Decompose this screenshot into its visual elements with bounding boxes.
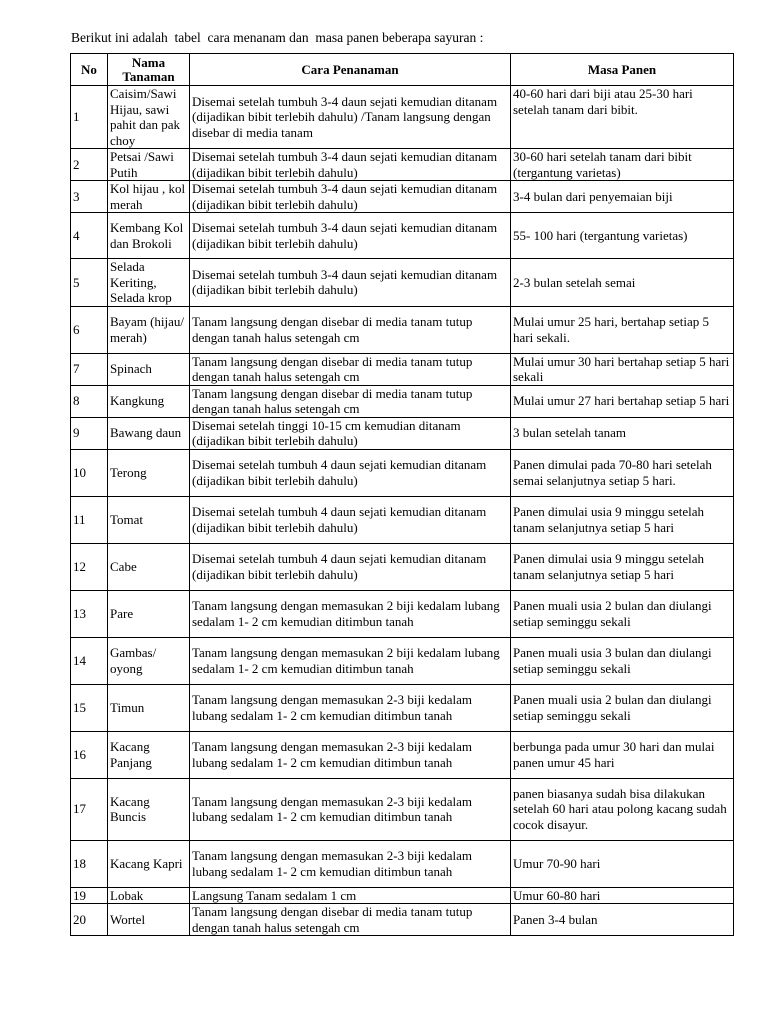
cell-cara: Disemai setelah tumbuh 3-4 daun sejati kemudian ditanam (dijadikan bibit terlebih dahulu) /Tanam langsung dengan disebar di media tanam [190,86,511,149]
table-row [71,149,734,181]
cell-nama: Cabe [108,543,190,590]
table-row [71,731,734,778]
cell-cara: Tanam langsung dengan memasukan 2 biji kedalam lubang sedalam 1- 2 cm kemudian ditimbun tanah [190,590,511,637]
table-row [71,543,734,590]
cell-masa: 3-4 bulan dari penyemaian biji [511,181,734,213]
cell-no: 20 [71,904,108,936]
table-row [71,306,734,353]
planting-table [70,53,734,936]
cell-cara: Tanam langsung dengan memasukan 2-3 biji kedalam lubang sedalam 1- 2 cm kemudian ditimbun tanah [190,731,511,778]
cell-no: 2 [71,149,108,181]
cell-no: 13 [71,590,108,637]
table-row [71,213,734,259]
cell-no: 15 [71,684,108,731]
cell-cara: Disemai setelah tumbuh 4 daun sejati kemudian ditanam (dijadikan bibit terlebih dahulu) [190,449,511,496]
cell-cara: Disemai setelah tumbuh 3-4 daun sejati kemudian ditanam (dijadikan bibit terlebih dahulu) [190,213,511,259]
cell-nama: Kacang Kapri [108,840,190,887]
table-row [71,259,734,307]
table-row [71,637,734,684]
cell-cara: Disemai setelah tumbuh 4 daun sejati kemudian ditanam (dijadikan bibit terlebih dahulu) [190,496,511,543]
cell-no: 18 [71,840,108,887]
cell-nama: Terong [108,449,190,496]
cell-cara: Tanam langsung dengan memasukan 2 biji kedalam lubang sedalam 1- 2 cm kemudian ditimbun tanah [190,637,511,684]
table-row [71,684,734,731]
cell-masa: berbunga pada umur 30 hari dan mulai panen umur 45 hari [511,731,734,778]
intro-text: Berikut ini adalah tabel cara menanam dan masa panen beberapa sayuran : [71,30,484,45]
cell-masa: Mulai umur 25 hari, bertahap setiap 5 hari sekali. [511,306,734,353]
cell-masa: Panen muali usia 2 bulan dan diulangi setiap seminggu sekali [511,590,734,637]
cell-nama: Kol hijau , kol merah [108,181,190,213]
cell-nama: Gambas/ oyong [108,637,190,684]
cell-cara: Disemai setelah tinggi 10-15 cm kemudian ditanam (dijadikan bibit terlebih dahulu) [190,417,511,449]
cell-cara: Tanam langsung dengan memasukan 2-3 biji kedalam lubang sedalam 1- 2 cm kemudian ditimbun tanah [190,778,511,840]
table-row [71,417,734,449]
cell-cara: Tanam langsung dengan disebar di media tanam tutup dengan tanah halus setengah cm [190,904,511,936]
cell-masa: Panen muali usia 2 bulan dan diulangi setiap seminggu sekali [511,684,734,731]
cell-masa: Mulai umur 30 hari bertahap setiap 5 hari sekali [511,353,734,385]
table-row [71,590,734,637]
cell-masa: 2-3 bulan setelah semai [511,259,734,307]
header-cara-penanaman: Cara Penanaman [190,54,511,86]
cell-cara: Tanam langsung dengan memasukan 2-3 biji kedalam lubang sedalam 1- 2 cm kemudian ditimbun tanah [190,684,511,731]
table-row [71,904,734,936]
cell-cara: Disemai setelah tumbuh 3-4 daun sejati kemudian ditanam (dijadikan bibit terlebih dahulu) [190,149,511,181]
cell-no: 17 [71,778,108,840]
cell-masa: 40-60 hari dari biji atau 25-30 hari setelah tanam dari bibit. [511,86,734,149]
cell-no: 10 [71,449,108,496]
cell-cara: Tanam langsung dengan disebar di media tanam tutup dengan tanah halus setengah cm [190,353,511,385]
cell-nama: Tomat [108,496,190,543]
cell-no: 1 [71,86,108,149]
cell-masa: Umur 60-80 hari [511,887,734,904]
table-row [71,840,734,887]
cell-no: 9 [71,417,108,449]
cell-cara: Disemai setelah tumbuh 3-4 daun sejati kemudian ditanam (dijadikan bibit terlebih dahulu) [190,181,511,213]
cell-masa: 55- 100 hari (tergantung varietas) [511,213,734,259]
cell-masa: Panen 3-4 bulan [511,904,734,936]
cell-cara: Tanam langsung dengan disebar di media tanam tutup dengan tanah halus setengah cm [190,306,511,353]
cell-no: 6 [71,306,108,353]
cell-nama: Pare [108,590,190,637]
cell-masa: Umur 70-90 hari [511,840,734,887]
cell-nama: Kacang Buncis [108,778,190,840]
table-row [71,181,734,213]
cell-nama: Bayam (hijau/ merah) [108,306,190,353]
cell-masa: Panen muali usia 3 bulan dan diulangi setiap seminggu sekali [511,637,734,684]
cell-nama: Kacang Panjang [108,731,190,778]
table-row [71,778,734,840]
table-row [71,496,734,543]
table-row [71,449,734,496]
cell-no: 3 [71,181,108,213]
cell-cara: Tanam langsung dengan memasukan 2-3 biji kedalam lubang sedalam 1- 2 cm kemudian ditimbun tanah [190,840,511,887]
cell-no: 7 [71,353,108,385]
cell-masa: 3 bulan setelah tanam [511,417,734,449]
table-row [71,887,734,904]
cell-no: 4 [71,213,108,259]
cell-no: 19 [71,887,108,904]
table-row [71,86,734,149]
cell-nama: Kangkung [108,385,190,417]
cell-masa: 30-60 hari setelah tanam dari bibit (tergantung varietas) [511,149,734,181]
cell-nama: Selada Keriting, Selada krop [108,259,190,307]
cell-nama: Spinach [108,353,190,385]
cell-nama: Lobak [108,887,190,904]
cell-no: 14 [71,637,108,684]
header-nama-tanaman: Nama Tanaman [108,54,190,86]
cell-masa: panen biasanya sudah bisa dilakukan setelah 60 hari atau polong kacang sudah cocok disayur. [511,778,734,840]
cell-masa: Panen dimulai usia 9 minggu setelah tanam selanjutnya setiap 5 hari [511,496,734,543]
cell-nama: Timun [108,684,190,731]
cell-masa: Panen dimulai pada 70-80 hari setelah semai selanjutnya setiap 5 hari. [511,449,734,496]
cell-nama: Caisim/Sawi Hijau, sawi pahit dan pak choy [108,86,190,149]
cell-no: 5 [71,259,108,307]
cell-no: 12 [71,543,108,590]
cell-masa: Panen dimulai usia 9 minggu setelah tanam selanjutnya setiap 5 hari [511,543,734,590]
cell-no: 16 [71,731,108,778]
cell-masa: Mulai umur 27 hari bertahap setiap 5 hari [511,385,734,417]
cell-nama: Petsai /Sawi Putih [108,149,190,181]
cell-no: 11 [71,496,108,543]
cell-no: 8 [71,385,108,417]
table-row [71,385,734,417]
cell-cara: Disemai setelah tumbuh 3-4 daun sejati kemudian ditanam (dijadikan bibit terlebih dahulu) [190,259,511,307]
cell-cara: Disemai setelah tumbuh 4 daun sejati kemudian ditanam (dijadikan bibit terlebih dahulu) [190,543,511,590]
table-header-row [71,54,734,86]
cell-nama: Bawang daun [108,417,190,449]
table-row [71,353,734,385]
cell-nama: Kembang Kol dan Brokoli [108,213,190,259]
cell-nama: Wortel [108,904,190,936]
cell-cara: Langsung Tanam sedalam 1 cm [190,887,511,904]
cell-cara: Tanam langsung dengan disebar di media tanam tutup dengan tanah halus setengah cm [190,385,511,417]
header-no: No [71,54,108,86]
header-masa-panen: Masa Panen [511,54,734,86]
